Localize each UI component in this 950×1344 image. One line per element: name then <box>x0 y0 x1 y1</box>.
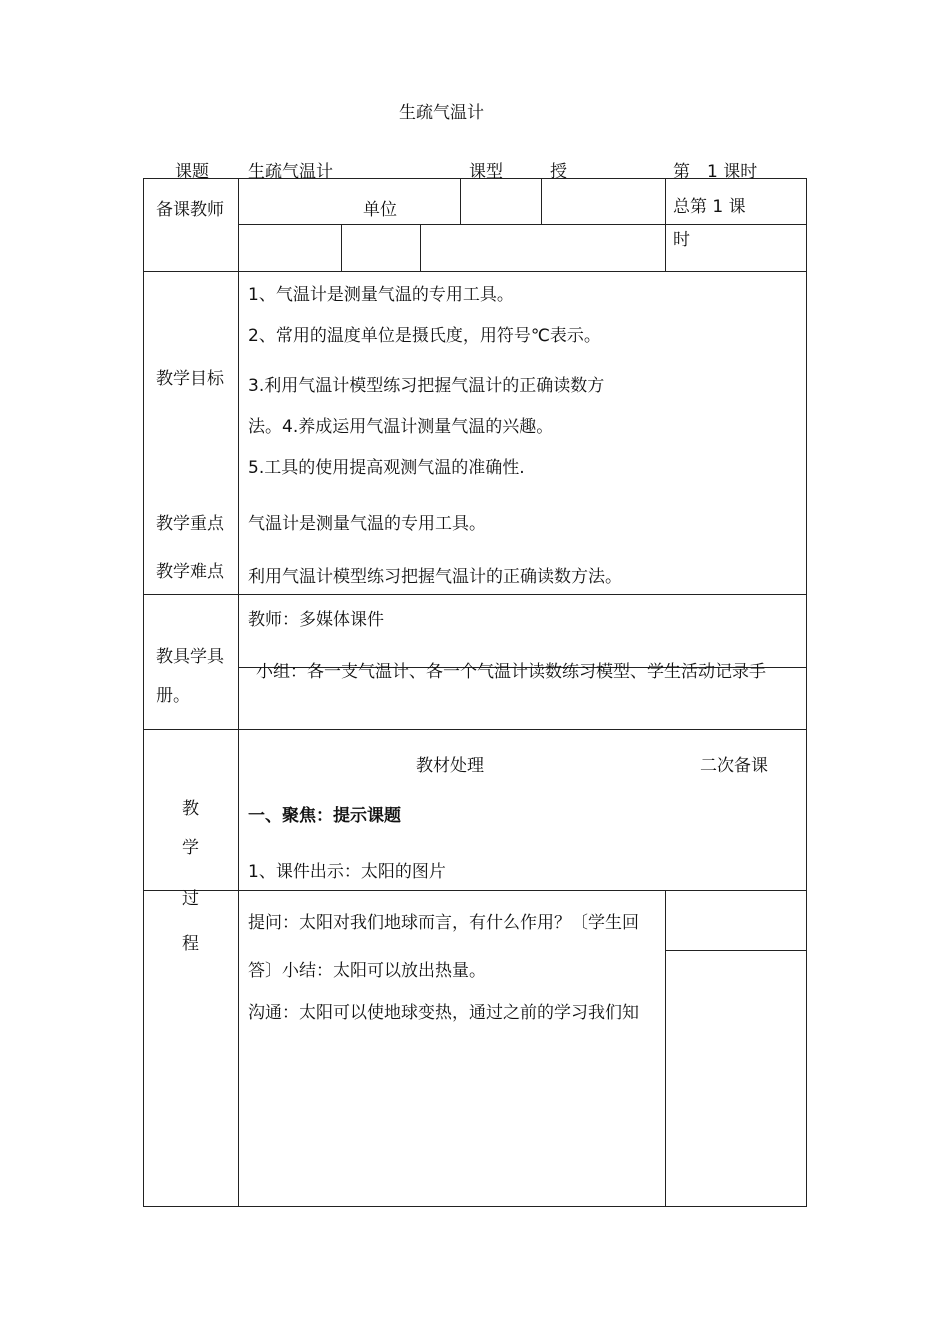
process-label-char: 程 <box>182 934 199 954</box>
period-label: 第 1 课时 <box>673 162 758 182</box>
tools-label: 教具学具 <box>156 647 224 667</box>
lesson-type-label: 课型 <box>469 162 503 182</box>
key-point-label: 教学重点 <box>156 514 224 534</box>
prep-teacher-label: 备课教师 <box>156 200 224 220</box>
process-line: 答〕小结：太阳可以放出热量。 <box>248 961 486 981</box>
tools-label-continued: 册。 <box>156 686 190 706</box>
total-period-line2: 时 <box>673 230 690 250</box>
col-second-header: 二次备课 <box>700 756 768 776</box>
difficulty-text: 利用气温计模型练习把握气温计的正确读数方法。 <box>248 567 622 587</box>
page-title: 生疏气温计 <box>399 103 484 123</box>
objective-line: 5.工具的使用提高观测气温的准确性. <box>248 458 525 478</box>
process-label-char: 学 <box>182 838 199 858</box>
topic-label: 课题 <box>175 162 209 182</box>
process-line: 提问：太阳对我们地球而言，有什么作用？〔学生回 <box>248 913 639 933</box>
objective-line: 1、气温计是测量气温的专用工具。 <box>248 285 514 305</box>
tools-group: 小组：各一支气温计、各一个气温计读数练习模型、学生活动记录手 <box>256 662 766 682</box>
topic-value: 生疏气温计 <box>248 162 333 182</box>
objective-line: 2、常用的温度单位是摄氏度，用符号℃表示。 <box>248 326 601 346</box>
process-label-char: 过 <box>182 889 199 909</box>
objectives-label: 教学目标 <box>156 369 224 389</box>
difficulty-label: 教学难点 <box>156 562 224 582</box>
lesson-type-value: 授 <box>550 162 567 182</box>
objective-line: 法。4.养成运用气温计测量气温的兴趣。 <box>248 417 554 437</box>
process-label-char: 教 <box>182 799 199 819</box>
col-material-header: 教材处理 <box>416 756 484 776</box>
section-title: 一、聚焦：提示课题 <box>248 806 401 826</box>
tools-teacher: 教师：多媒体课件 <box>248 610 384 630</box>
process-line: 沟通：太阳可以使地球变热，通过之前的学习我们知 <box>248 1003 639 1023</box>
process-line: 1、课件出示：太阳的图片 <box>248 862 446 882</box>
key-point-text: 气温计是测量气温的专用工具。 <box>248 514 486 534</box>
objective-line: 3.利用气温计模型练习把握气温计的正确读数方 <box>248 376 605 396</box>
total-period-line1: 总第 1 课 <box>673 197 746 217</box>
unit-label: 单位 <box>363 200 397 220</box>
